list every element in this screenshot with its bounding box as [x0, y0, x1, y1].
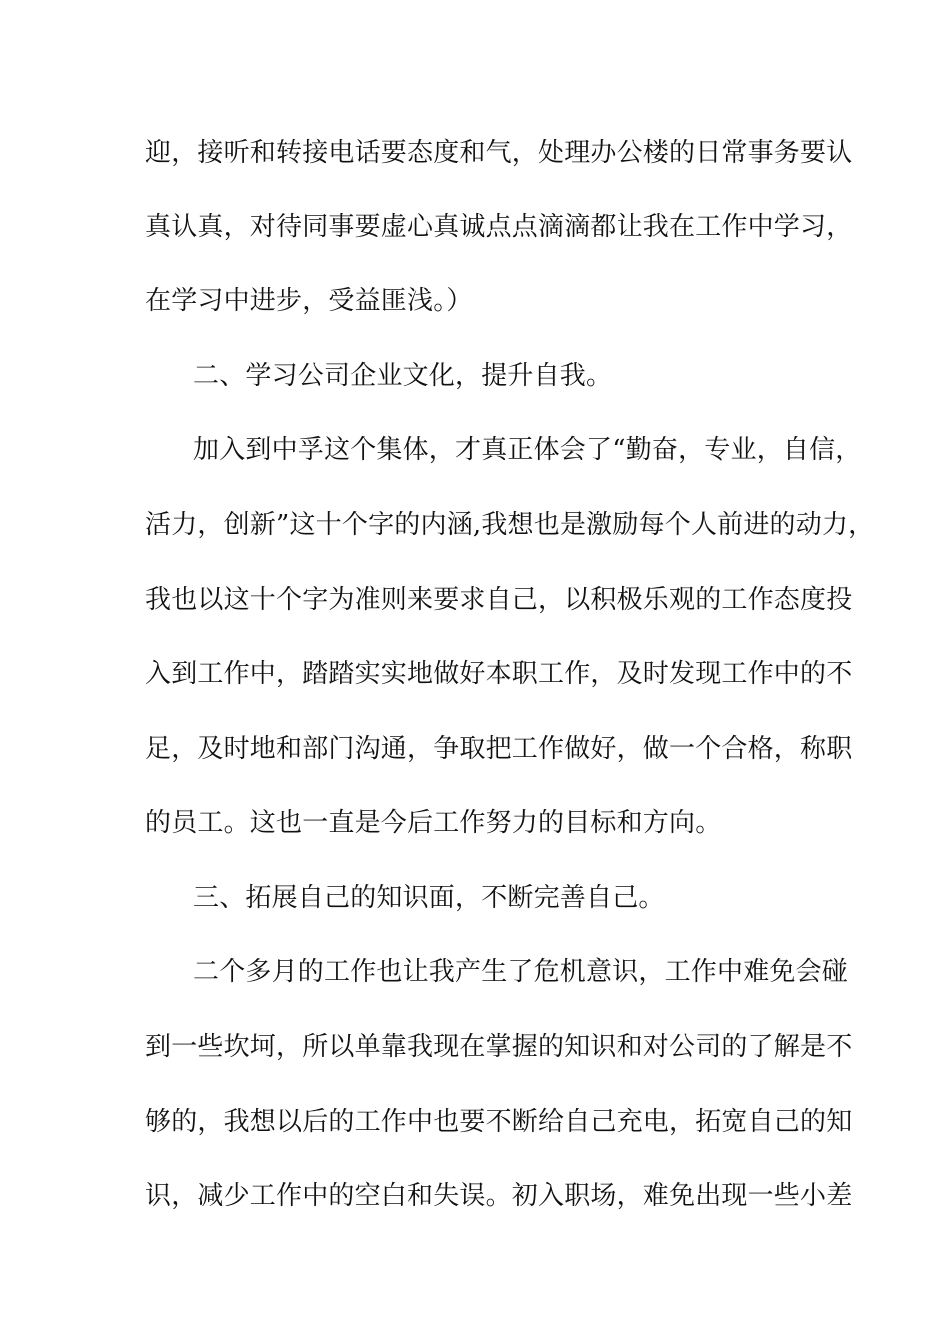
text-line: 的员工。这也一直是今后工作努力的目标和方向。 — [145, 808, 722, 838]
text-line: 迎，接听和转接电话要态度和气，处理办公楼的日常事务要认 — [145, 138, 853, 168]
text-line: 在学习中进步，受益匪浅。） — [145, 286, 473, 316]
text-line: 真认真，对待同事要虚心真诚点点滴滴都让我在工作中学习， — [145, 212, 853, 242]
text-line: 足，及时地和部门沟通，争取把工作做好，做一个合格，称职 — [145, 734, 853, 764]
paragraph-start: 加入到中孚这个集体，才真正体会了“勤奋，专业，自信， — [193, 435, 862, 465]
text-line: 够的，我想以后的工作中也要不断给自己充电，拓宽自己的知 — [145, 1107, 853, 1137]
section-heading-2: 二、学习公司企业文化，提升自我。 — [193, 361, 613, 391]
section-heading-3: 三、拓展自己的知识面，不断完善自己。 — [193, 883, 665, 913]
text-line: 识，减少工作中的空白和失误。初入职场，难免出现一些小差 — [145, 1181, 853, 1211]
text-line: 活力，创新”这十个字的内涵,我想也是激励每个人前进的动力， — [145, 510, 875, 540]
text-line: 入到工作中，踏踏实实地做好本职工作，及时发现工作中的不 — [145, 659, 853, 689]
text-line: 到一些坎坷，所以单靠我现在掌握的知识和对公司的了解是不 — [145, 1032, 853, 1062]
paragraph-start: 二个多月的工作也让我产生了危机意识，工作中难免会碰 — [193, 957, 849, 987]
text-line: 我也以这十个字为准则来要求自己，以积极乐观的工作态度投 — [145, 585, 853, 615]
